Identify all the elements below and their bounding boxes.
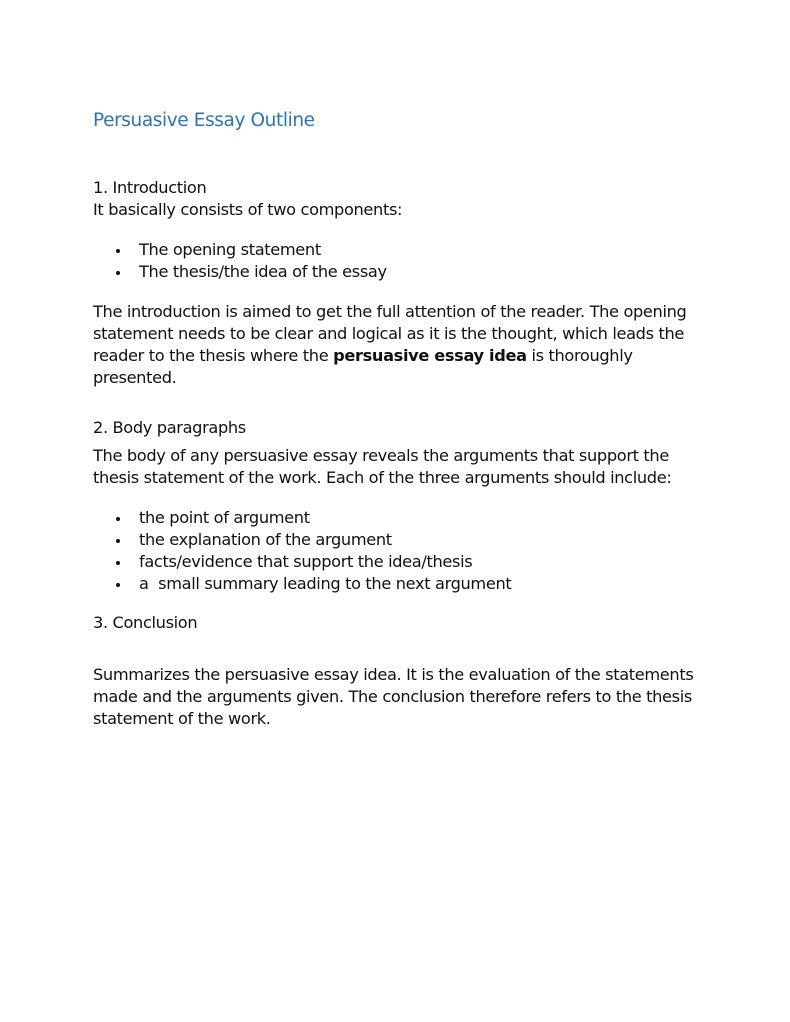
paragraph-text: The introduction is aimed to get the full attention of the reader. The opening statement needs to be clear and logical as it is the thought, which leads the reader to the thesis where the: [93, 302, 687, 365]
list-item: [113, 239, 387, 261]
bullet-icon: [116, 583, 120, 587]
bullet-icon: [116, 539, 120, 543]
section-heading-body-paragraphs: 2. Body paragraphs: [93, 418, 246, 437]
bullet-icon: [116, 249, 120, 253]
body-paragraph: The body of any persuasive essay reveals the arguments that support the thesis statement of the work. Each of the three arguments should include:: [93, 446, 672, 487]
list-item-text: The thesis/the idea of the essay: [139, 262, 387, 281]
list-item: [113, 573, 511, 595]
list-item-text: The opening statement: [139, 240, 321, 259]
document-title: Persuasive Essay Outline: [93, 110, 315, 131]
body-bullet-list: [113, 507, 511, 595]
introduction-lead: It basically consists of two components:: [93, 200, 403, 219]
introduction-bullet-list: [113, 239, 387, 283]
list-item: [113, 529, 511, 551]
bold-phrase: persuasive essay idea: [333, 346, 527, 365]
conclusion-paragraph: Summarizes the persuasive essay idea. It is the evaluation of the statements made and the arguments given. The conclusion therefore refers to the thesis statement of the work.: [93, 665, 694, 728]
paragraph-text: is thoroughly presented.: [93, 346, 633, 387]
section-heading-introduction: 1. Introduction: [93, 178, 207, 197]
bullet-icon: [116, 561, 120, 565]
list-item: [113, 551, 511, 573]
list-item-text: the point of argument: [139, 508, 310, 527]
bullet-icon: [116, 271, 120, 275]
bullet-icon: [116, 517, 120, 521]
list-item: [113, 507, 511, 529]
introduction-paragraph: [93, 301, 713, 389]
list-item-text: a small summary leading to the next argument: [139, 574, 512, 593]
section-heading-conclusion: 3. Conclusion: [93, 613, 198, 632]
list-item-text: the explanation of the argument: [139, 530, 392, 549]
list-item: [113, 261, 387, 283]
list-item-text: facts/evidence that support the idea/thesis: [139, 552, 473, 571]
